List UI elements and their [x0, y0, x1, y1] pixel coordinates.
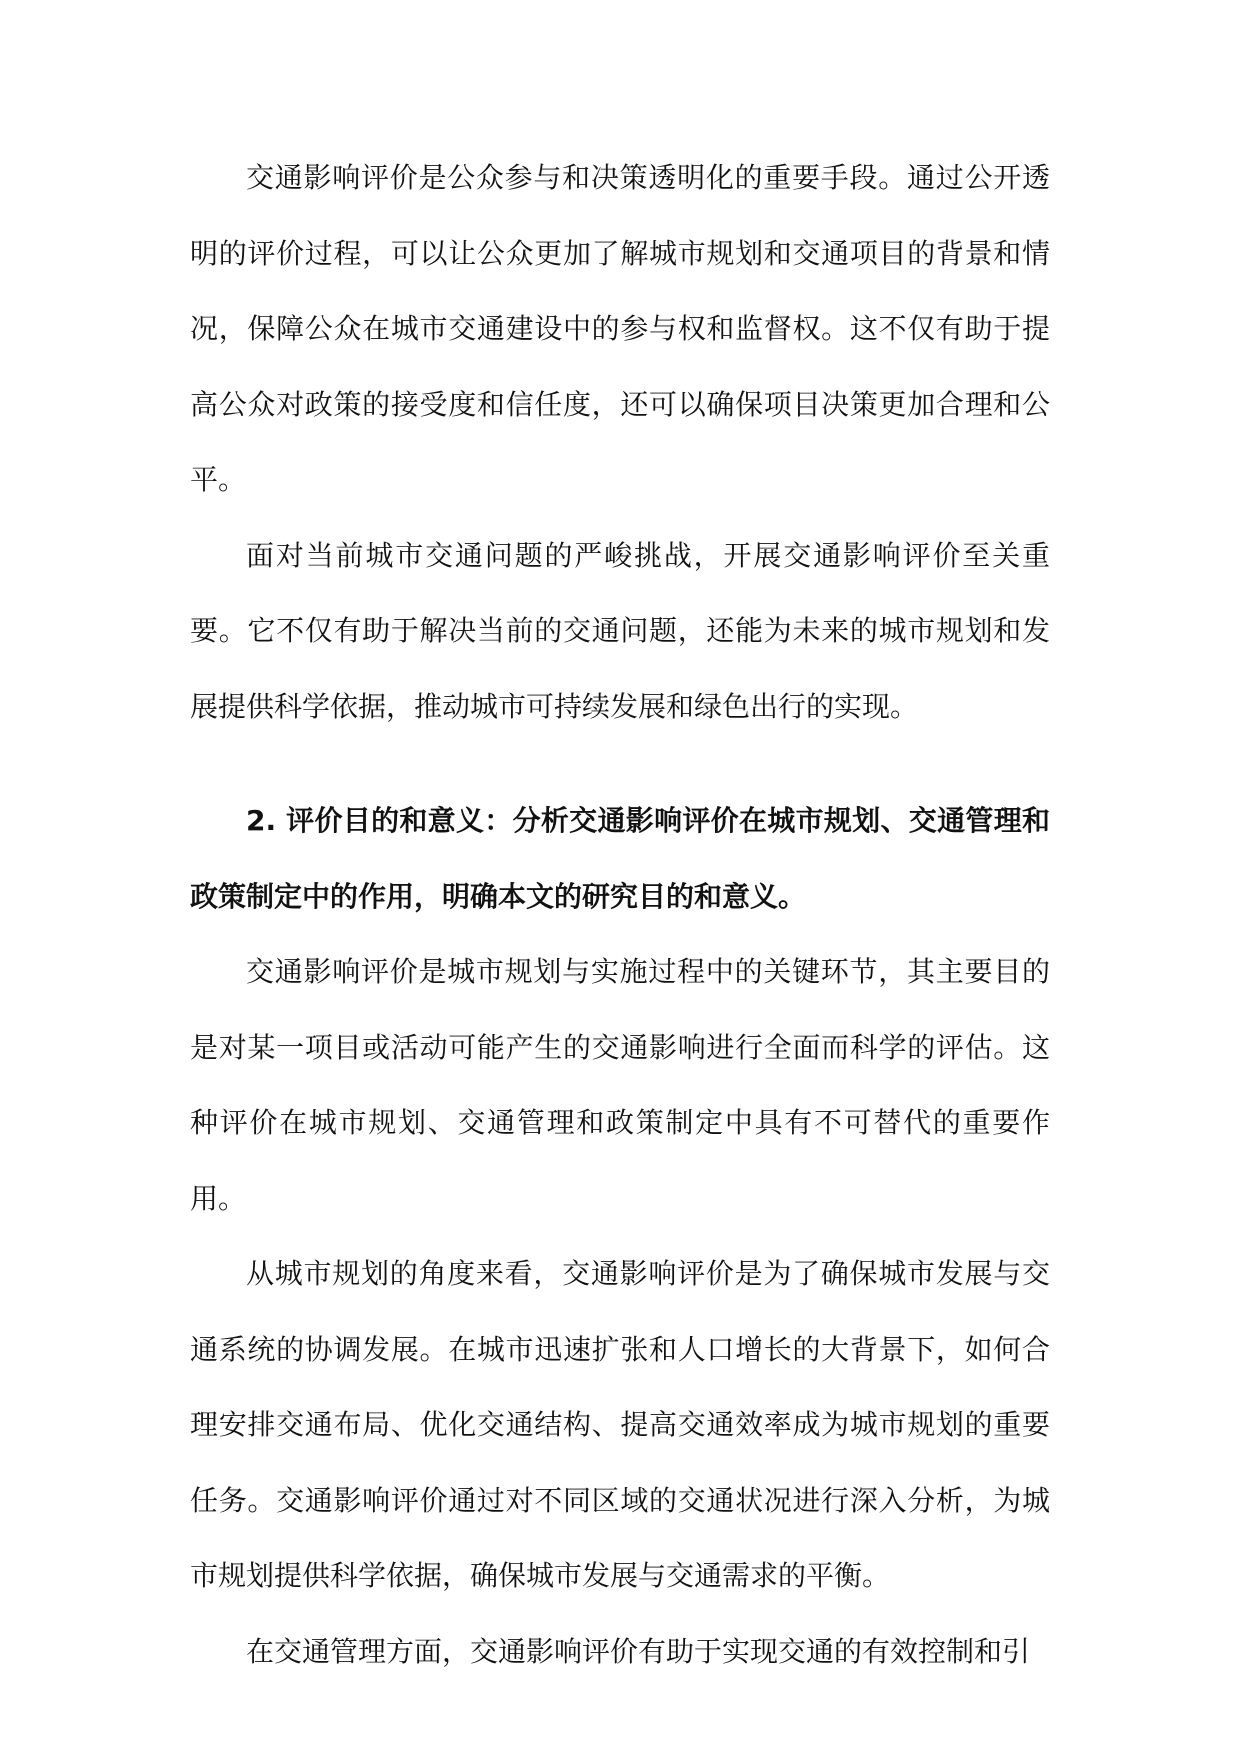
section-heading-purpose: 2. 评价目的和意义：分析交通影响评价在城市规划、交通管理和政策制定中的作用，明确本文的研究目的和意义。: [190, 804, 1050, 913]
paragraph-key-link: 交通影响评价是城市规划与实施过程中的关键环节，其主要目的是对某一项目或活动可能产生的交通影响进行全面而科学的评估。这种评价在城市规划、交通管理和政策制定中具有不可替代的重要作用。: [190, 955, 1050, 1215]
paragraph-public-participation: 交通影响评价是公众参与和决策透明化的重要手段。通过公开透明的评价过程，可以让公众更加了解城市规划和交通项目的背景和情况，保障公众在城市交通建设中的参与权和监督权。这不仅有助于提高公众对政策的接受度和信任度，还可以确保项目决策更加合理和公平。: [190, 161, 1050, 496]
paragraph-urban-planning: 从城市规划的角度来看，交通影响评价是为了确保城市发展与交通系统的协调发展。在城市迅速扩张和人口增长的大背景下，如何合理安排交通布局、优化交通结构、提高交通效率成为城市规划的重要任务。交通影响评价通过对不同区域的交通状况进行深入分析，为城市规划提供科学依据，确保城市发展与交通需求的平衡。: [190, 1257, 1050, 1592]
paragraph-importance: 面对当前城市交通问题的严峻挑战，开展交通影响评价至关重要。它不仅有助于解决当前的交通问题，还能为未来的城市规划和发展提供科学依据，推动城市可持续发展和绿色出行的实现。: [190, 538, 1050, 723]
paragraph-traffic-management: 在交通管理方面，交通影响评价有助于实现交通的有效控制和引: [246, 1634, 1031, 1668]
document-body: [190, 140, 1050, 1689]
